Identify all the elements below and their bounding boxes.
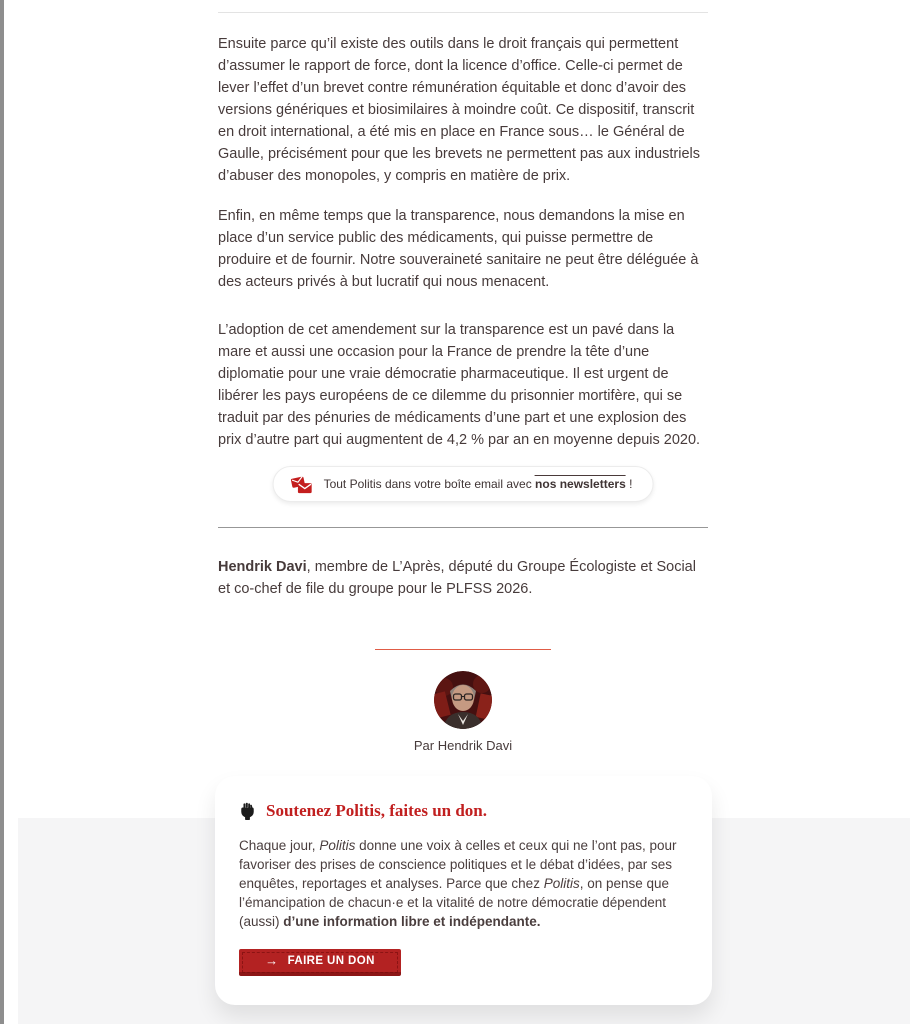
article-paragraph: Enfin, en même temps que la transparence, nous demandons la mise en place d’un service public des médicaments, qui puisse permettre de produire et de fournir. Notre souveraineté sanitaire ne peut être déléguée à des acteurs privés à but lucratif qui nous menacent. [218, 208, 699, 290]
author-bio: Hendrik Davi, membre de L’Après, député du Groupe Écologiste et Social et co-chef de file du groupe pour le PLFSS 2026. [218, 559, 696, 597]
top-divider [218, 12, 708, 13]
section-divider [218, 527, 708, 528]
newsletters-link[interactable]: nos newsletters [535, 477, 626, 491]
window-edge-strip [0, 0, 4, 1024]
mail-stack-icon [290, 473, 314, 495]
fist-icon [239, 802, 256, 820]
author-block [218, 671, 708, 753]
article-paragraph: L’adoption de cet amendement sur la transparence est un pavé dans la mare et aussi une occasion pour la France de prendre la tête d’une diplomatie pour une vraie démocratie pharmaceutique. Il est urgent de libérer les pays européens de ce dilemme du prisonnier mortifère, qui se traduit par des pénuries de médicaments d’une part et une explosion des prix d’autre part qui augmentent de 4,2 % par an en moyenne depuis 2020. [218, 322, 701, 448]
author-avatar[interactable] [434, 671, 492, 729]
donation-text: Chaque jour, Politis donne une voix à celles et ceux qui ne l’ont pas, pour favoriser des prises de conscience politiques et le débat d’idées, par ses enquêtes, reportages et analyses. Parce que chez Politis, on pense que l’émancipation de chacun·e et la vitalité de notre démocratie dépendent (aussi) d’une information libre et indépendante. [239, 838, 677, 929]
newsletter-banner[interactable] [273, 466, 654, 502]
donation-title-row [239, 801, 688, 821]
article-content [218, 0, 708, 1024]
arrow-right-icon: → [265, 953, 279, 968]
newsletter-text: Tout Politis dans votre boîte email avec nos newsletters ! [323, 477, 633, 491]
article-paragraph: Ensuite parce qu’il existe des outils dans le droit français qui permettent d’assumer le rapport de force, dont la licence d’office. Celle-ci permet de lever l’effet d’un brevet contre rémunération équitable et donc d’avoir des versions génériques et biosimilaires à moindre coût. Ce dispositif, transcrit en droit international, a été mis en place en France sous… le Général de Gaulle, précisément pour que les brevets ne permettent pas aux industriels d’abuser des monopoles, y compris en matière de prix. [218, 36, 700, 184]
donation-title: Soutenez Politis, faites un don. [266, 801, 488, 820]
accent-divider [375, 649, 551, 650]
byline: Par Hendrik Davi [413, 738, 513, 753]
donate-button[interactable] [239, 949, 401, 976]
donate-button-label: FAIRE UN DON [287, 954, 375, 967]
donation-card [215, 776, 712, 1005]
